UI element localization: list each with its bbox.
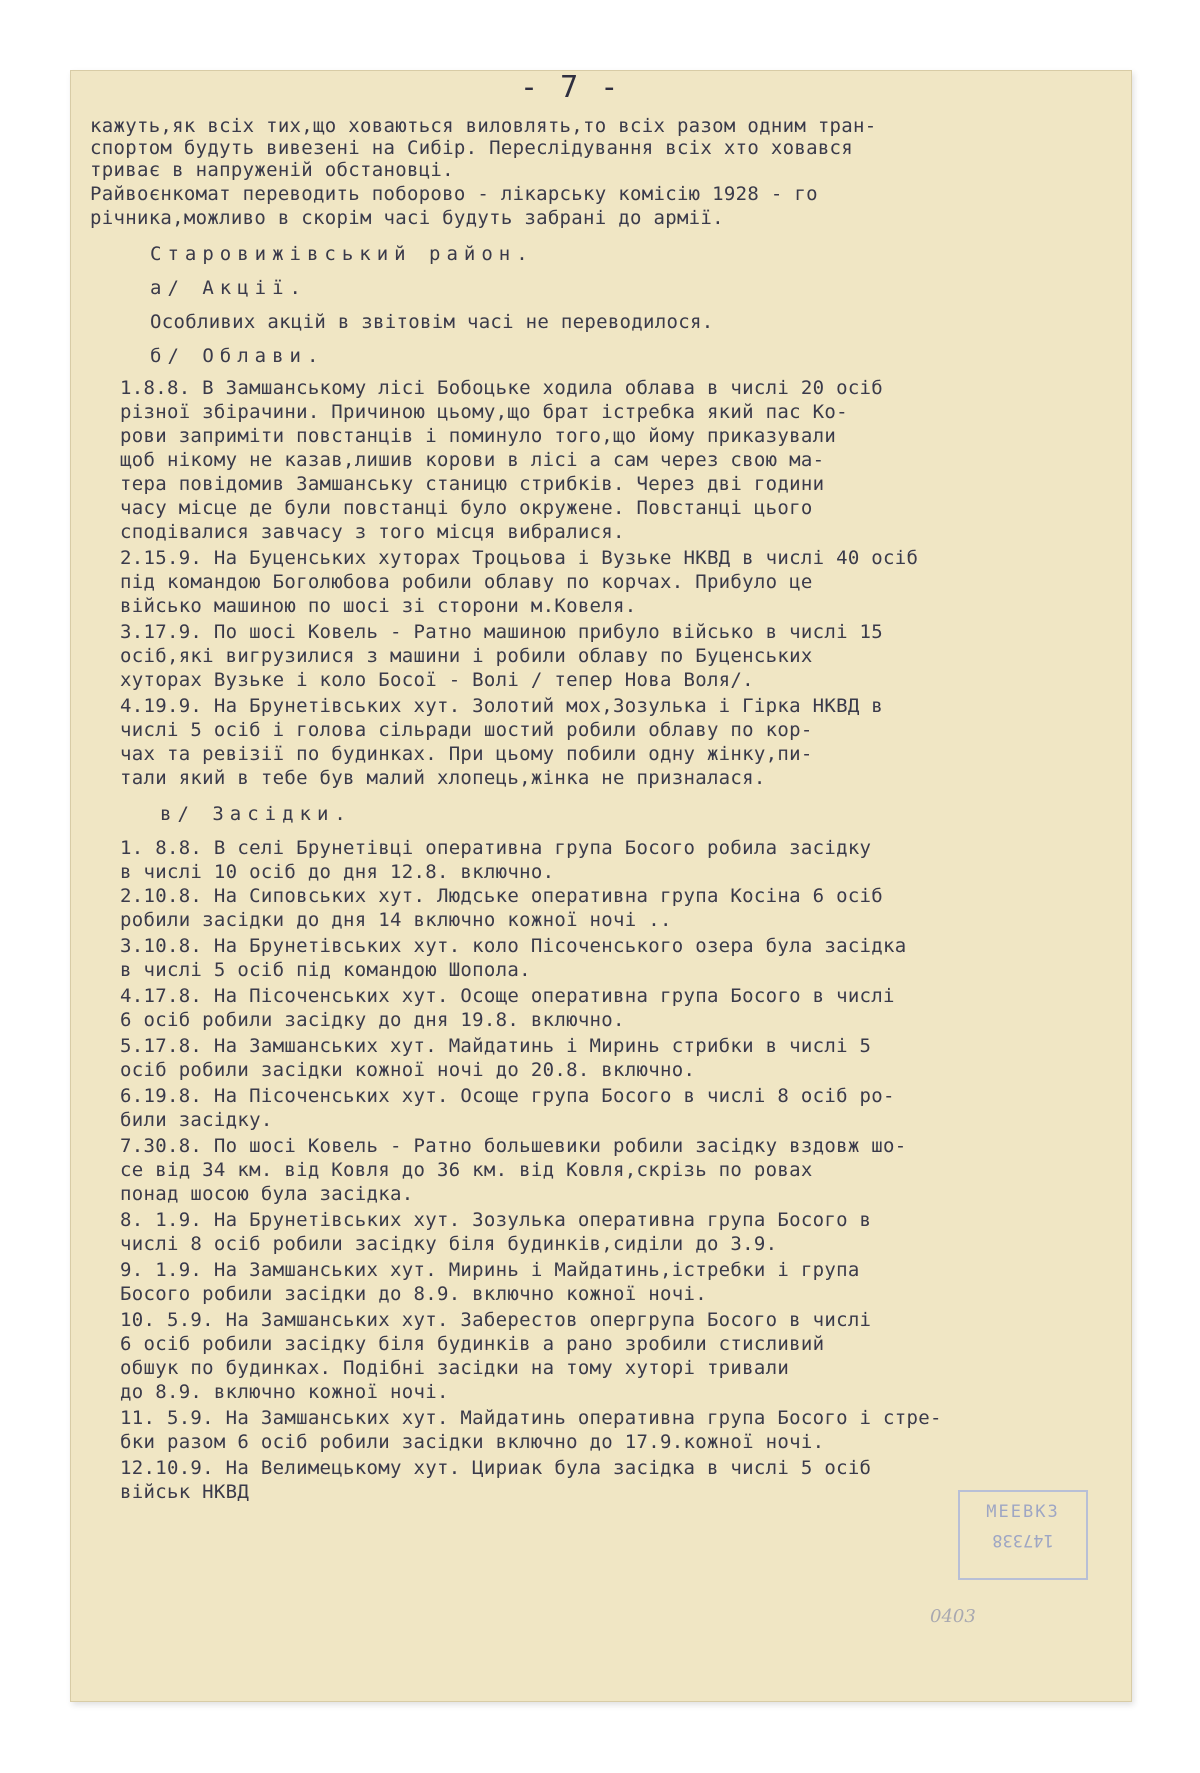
page-number: - 7 - — [520, 70, 621, 105]
text-line: щоб нікому не казав,лишив корови в лісі а сам через свою ма- — [120, 449, 825, 471]
text-line: чах та ревізії по будинках. При цьому побили одну жінку,пи- — [120, 743, 813, 765]
text-line: різної збірачини. Причиною цьому,що брат істребка який пас Ко- — [120, 401, 848, 423]
text-line: 6.19.8. На Пісоченських хут. Осоще група Босого в числі 8 осіб ро- — [120, 1085, 895, 1107]
text-line: сподівалися завчасу з того місця вибралися. — [120, 521, 625, 543]
text-line: тали який в тебе був малий хлопець,жінка не призналася. — [120, 767, 766, 789]
text-line: військ НКВД — [120, 1481, 250, 1503]
text-line: триває в напруженій обстановці. — [90, 159, 454, 181]
text-line: Старовижівський район. — [150, 243, 534, 265]
text-line: 3.17.9. По шосі Ковель - Ратно машиною прибуло військо в числі 15 — [120, 621, 884, 643]
text-line: обшук по будинках. Подібні засідки на тому хуторі тривали — [120, 1357, 790, 1379]
text-line: кажуть,як всіх тих,що ховаються виловлять,то всіх разом одним тран- — [90, 115, 877, 137]
text-line: 4.17.8. На Пісоченських хут. Осоще оперативна група Босого в числі — [120, 985, 895, 1007]
text-line: а/ Акції. — [150, 277, 307, 299]
text-line: бки разом 6 осіб робили засідки включно до 17.9.кожної ночі. — [120, 1431, 825, 1453]
text-line: Босого робили засідки до 8.9. включно кожної ночі. — [120, 1283, 707, 1305]
text-line: в числі 10 осіб до дня 12.8. включно. — [120, 861, 555, 883]
text-line: 11. 5.9. На Замшанських хут. Майдатинь оперативна група Босого і стре- — [120, 1407, 942, 1429]
text-line: 7.30.8. По шосі Ковель - Ратно большевики робили засідку вздовж шо- — [120, 1135, 907, 1157]
text-line: понад шосою була засідка. — [120, 1183, 414, 1205]
text-line: били засідку. — [120, 1109, 273, 1131]
text-line: військо машиною по шосі зі сторони м.Ковеля. — [120, 595, 637, 617]
text-line: часу місце де були повстанці було окружене. Повстанці цього — [120, 497, 813, 519]
stamp-line-2: 147338 — [992, 1530, 1054, 1550]
text-line: се від 34 км. від Ковля до 36 км. від Ковля,скрізь по ровах — [120, 1159, 813, 1181]
text-line: під командою Боголюбова робили облаву по корчах. Прибуло це — [120, 571, 813, 593]
text-line: б/ Облави. — [150, 345, 325, 367]
text-line: 2.10.8. На Сиповських хут. Людське оперативна група Косіна 6 осіб — [120, 885, 884, 907]
text-line: в числі 5 осіб під командою Шопола. — [120, 959, 531, 981]
text-line: числі 8 осіб робили засідку біля будинків,сиділи до 3.9. — [120, 1233, 778, 1255]
text-line: 9. 1.9. На Замшанських хут. Миринь і Майдатинь,істребки і група — [120, 1259, 860, 1281]
text-line: 2.15.9. На Буценських хуторах Троцьова і Вузьке НКВД в числі 40 осіб — [120, 547, 919, 569]
text-line: 5.17.8. На Замшанських хут. Майдатинь і Миринь стрибки в числі 5 — [120, 1035, 872, 1057]
text-line: хуторах Вузьке і коло Босої - Волі / тепер Нова Воля/. — [120, 669, 754, 691]
text-line: числі 5 осіб і голова сільради шостий робили облаву по кор- — [120, 719, 813, 741]
text-line: осіб,які вигрузилися з машини і робили облаву по Буценських — [120, 645, 813, 667]
text-line: до 8.9. включно кожної ночі. — [120, 1381, 449, 1403]
text-line: рови заприміти повстанців і поминуло того,що йому приказували — [120, 425, 837, 447]
text-line: Райвоєнкомат переводить поборово - лікарську комісію 1928 - го — [90, 183, 818, 205]
text-line: робили засідки до дня 14 включно кожної ночі .. — [120, 909, 672, 931]
text-line: Особливих акцій в звітовім часі не переводилося. — [150, 311, 714, 333]
text-line: 3.10.8. На Брунетівських хут. коло Пісоченського озера була засідка — [120, 935, 907, 957]
text-line: в/ Засідки. — [160, 803, 352, 825]
text-line: спортом будуть вивезені на Сибір. Переслідування всіх хто ховався — [90, 137, 854, 159]
text-line: 6 осіб робили засідку біля будинків а рано зробили стисливий — [120, 1333, 825, 1355]
text-line: 4.19.9. На Брунетівських хут. Золотий мох,Зозулька і Гірка НКВД в — [120, 695, 884, 717]
text-line: 10. 5.9. На Замшанських хут. Заберестов опергрупа Босого в числі — [120, 1309, 872, 1331]
text-line: 12.10.9. На Велимецькому хут. Цириак була засідка в числі 5 осіб — [120, 1457, 872, 1479]
text-line: 1. 8.8. В селі Брунетівці оперативна група Босого робила засідку — [120, 837, 872, 859]
text-line: 8. 1.9. На Брунетівських хут. Зозулька оперативна група Босого в — [120, 1209, 872, 1231]
text-line: 6 осіб робили засідку до дня 19.8. включно. — [120, 1009, 625, 1031]
archive-stamp — [958, 1490, 1088, 1580]
text-line: тера повідомив Замшанську станицю стрибків. Через дві години — [120, 473, 825, 495]
stamp-line-1: МЕЕВКЗ — [986, 1502, 1060, 1522]
text-line: річника,можливо в скорім часі будуть забрані до армії. — [90, 207, 724, 229]
text-line: 1.8.8. В Замшанському лісі Бобоцьке ходила облава в числі 20 осіб — [120, 377, 884, 399]
text-line: осіб робили засідки кожної ночі до 20.8. включно. — [120, 1059, 696, 1081]
document-page — [70, 70, 1132, 1702]
pencil-note: 0403 — [930, 1606, 976, 1627]
